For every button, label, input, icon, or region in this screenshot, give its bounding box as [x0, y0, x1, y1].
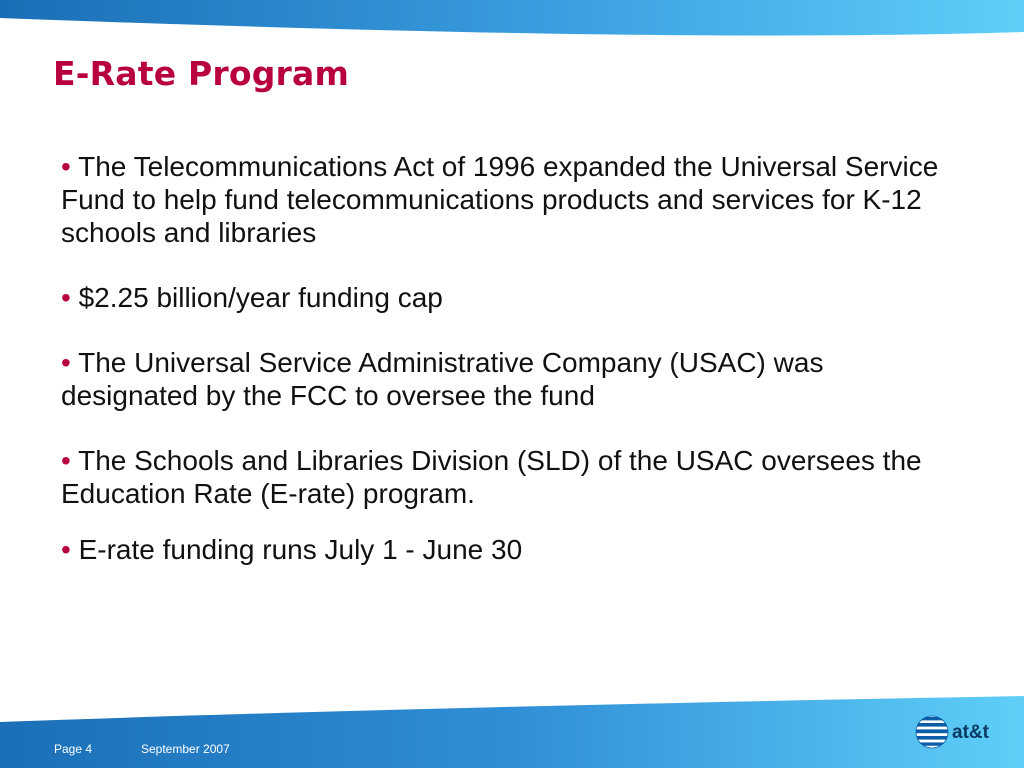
bullet-text: The Telecommunications Act of 1996 expanded the Universal Service Fund to help fund telecommunications products and services for K-12 schools and libraries — [61, 151, 939, 248]
bullet-text: E-rate funding runs July 1 - June 30 — [78, 534, 523, 565]
bullet-marker: • — [61, 282, 71, 313]
bullet-item — [61, 444, 961, 510]
bullet-item — [61, 346, 961, 412]
logo-wordmark: at&t — [952, 722, 989, 743]
bullet-text: The Universal Service Administrative Company (USAC) was designated by the FCC to oversee the fund — [61, 347, 824, 411]
bullet-marker: • — [61, 151, 71, 182]
footer-date: September 2007 — [141, 742, 230, 756]
bullet-text: $2.25 billion/year funding cap — [78, 282, 443, 313]
bullet-marker: • — [61, 445, 71, 476]
bullet-item — [61, 281, 961, 314]
top-decorative-band — [0, 0, 1024, 60]
bullet-marker: • — [61, 534, 71, 565]
bullet-item — [61, 533, 961, 566]
page-number: Page 4 — [54, 742, 93, 756]
bullet-marker: • — [61, 347, 71, 378]
bullet-item — [61, 150, 961, 249]
page-title: E-Rate Program — [53, 54, 350, 93]
att-globe-icon — [914, 714, 950, 750]
bullet-text: The Schools and Libraries Division (SLD) of the USAC oversees the Education Rate (E-rate) program. — [61, 445, 922, 509]
att-logo — [914, 714, 998, 752]
